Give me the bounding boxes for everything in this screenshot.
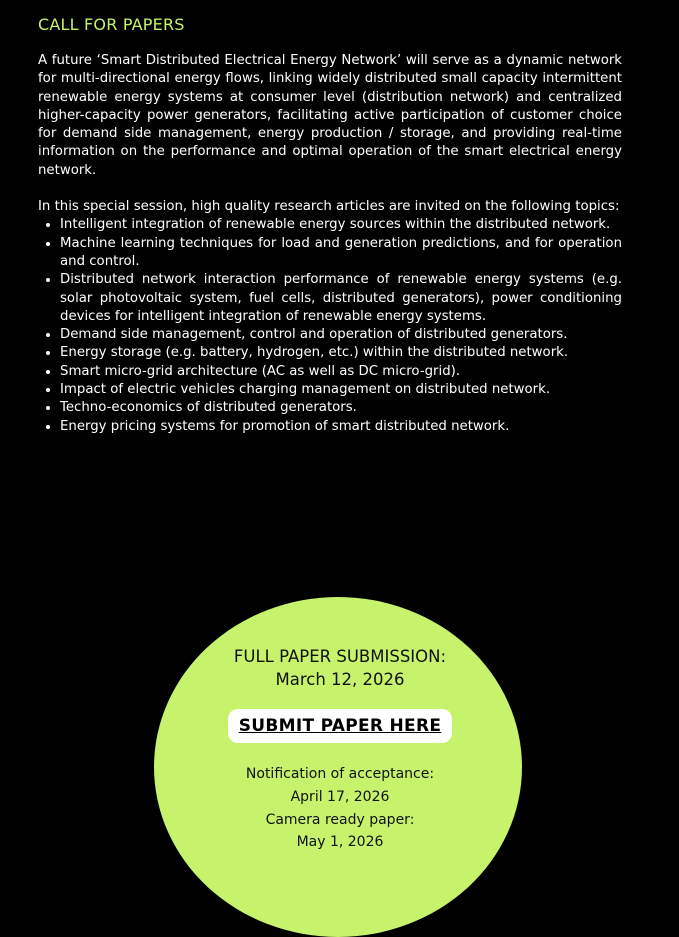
- list-item: • Energy storage (e.g. battery, hydrogen, etc.) within the distributed network.: [60, 344, 622, 362]
- camera-ready-label: Camera ready paper:: [265, 811, 415, 828]
- submit-paper-button[interactable]: SUBMIT PAPER HERE: [228, 709, 453, 743]
- camera-ready-date: May 1, 2026: [296, 834, 384, 851]
- submission-info: [154, 645, 526, 854]
- list-item: • Distributed network interaction performance of renewable energy systems (e.g. solar photovoltaic system, fuel cells, distributed generators), power conditioning devices for intelligent integration of renewable energy systems.: [60, 271, 622, 326]
- list-item: • Techno-economics of distributed generators.: [60, 399, 622, 417]
- list-item: • Machine learning techniques for load and generation predictions, and for operation and control.: [60, 235, 622, 272]
- section-heading: CALL FOR PAPERS: [38, 15, 185, 34]
- list-item: • Intelligent integration of renewable energy sources within the distributed network.: [60, 216, 622, 234]
- intro-paragraph: A future ‘Smart Distributed Electrical Energy Network’ will serve as a dynamic network for multi-directional energy flows, linking widely distributed small capacity intermittent renewable energy systems at consumer level (distribution network) and centralized higher-capacity power generators, facilitating active participation of customer choice for demand side management, energy production / storage, and providing real-time information on the performance and optimal operation of the smart electrical energy network.: [38, 53, 622, 178]
- list-item: • Energy pricing systems for promotion of smart distributed network.: [60, 418, 622, 436]
- list-item: • Demand side management, control and operation of distributed generators.: [60, 326, 622, 344]
- list-item: • Smart micro-grid architecture (AC as well as DC micro-grid).: [60, 363, 622, 381]
- full-paper-submission-date: March 12, 2026: [275, 670, 405, 689]
- topics-list: [38, 216, 622, 436]
- full-paper-submission-label: FULL PAPER SUBMISSION:: [233, 647, 447, 666]
- call-for-papers-section: [38, 14, 622, 436]
- notification-label: Notification of acceptance:: [245, 766, 435, 782]
- important-dates: [154, 763, 526, 854]
- topics-lead: In this special session, high quality research articles are invited on the following topics:: [38, 199, 620, 215]
- notification-date: April 17, 2026: [290, 788, 390, 805]
- list-item: • Impact of electric vehicles charging management on distributed network.: [60, 381, 622, 399]
